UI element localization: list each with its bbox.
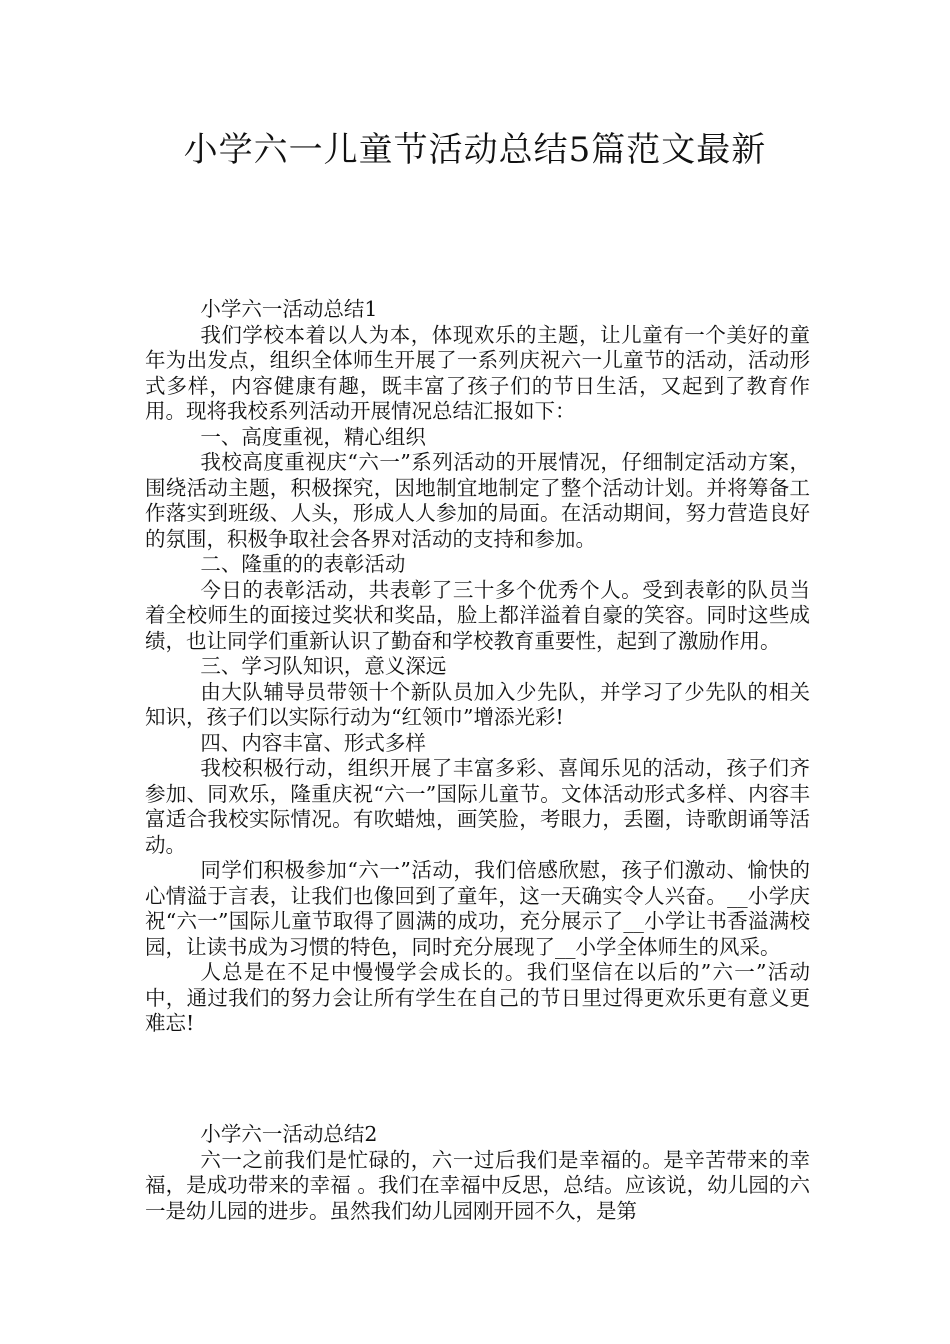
- paragraph: 人总是在不足中慢慢学会成长的。我们坚信在以后的”六一”活动中，通过我们的努力会让所有学生在自己的节日里过得更欢乐更有意义更难忘!: [145, 960, 810, 1035]
- subheading: 三、学习队知识，意义深远: [200, 654, 447, 678]
- subheading: 四、内容丰富、形式多样: [200, 730, 426, 755]
- document-title: 小学六一儿童节活动总结5篇范文最新: [183, 130, 767, 170]
- paragraph: 我校积极行动，组织开展了丰富多彩、喜闻乐见的活动，孩子们齐参加、同欢乐，隆重庆祝“六一”国际儿童节。文体活动形式多样、内容丰富适合我校实际情况。有吹蜡烛，画笑脸，考眼力，丢圈，诗歌朗诵等活动。: [145, 756, 810, 857]
- paragraph: 同学们积极参加“六一”活动，我们倍感欣慰，孩子们激动、愉快的心情溢于言表，让我们也像回到了童年，这一天确实令人兴奋。__小学庆祝“六一”国际儿童节取得了圆满的成功，充分展示了__小学让书香溢满校园，让读书成为习惯的特色，同时充分展现了__小学全体师生的风采。: [145, 858, 810, 959]
- paragraph: 我校高度重视庆“六一”系列活动的开展情况，仔细制定活动方案，围绕活动主题，积极探究，因地制宜地制定了整个活动计划。并将筹备工作落实到班级、人头，形成人人参加的局面。在活动期间，努力营造良好的氛围，积极争取社会各界对活动的支持和参加。: [145, 450, 810, 551]
- section-1-heading: 小学六一活动总结1: [200, 297, 378, 321]
- section-1: [145, 297, 810, 1037]
- paragraph: 由大队辅导员带领十个新队员加入少先队，并学习了少先队的相关知识，孩子们以实际行动为“红领巾”增添光彩!: [145, 679, 810, 729]
- paragraph: 今日的表彰活动，共表彰了三十多个优秀个人。受到表彰的队员当着全校师生的面接过奖状和奖品，脸上都洋溢着自豪的笑容。同时这些成绩，也让同学们重新认识了勤奋和学校教育重要性，起到了激励作用。: [145, 577, 810, 653]
- section-2-heading: 小学六一活动总结2: [200, 1122, 378, 1146]
- subheading: 二、隆重的的表彰活动: [200, 552, 406, 576]
- section-2: [145, 1122, 810, 1224]
- paragraph: 六一之前我们是忙碌的，六一过后我们是幸福的。是辛苦带来的幸福，是成功带来的幸福 。我们在幸福中反思，总结。应该说，幼儿园的六一是幼儿园的进步。虽然我们幼儿园刚开园不久，是第: [145, 1147, 810, 1223]
- paragraph: 我们学校本着以人为本，体现欢乐的主题，让儿童有一个美好的童年为出发点，组织全体师生开展了一系列庆祝六一儿童节的活动，活动形式多样，内容健康有趣，既丰富了孩子们的节日生活，又起到了教育作用。现将我校系列活动开展情况总结汇报如下：: [145, 322, 810, 423]
- subheading: 一、高度重视，精心组织: [200, 424, 426, 449]
